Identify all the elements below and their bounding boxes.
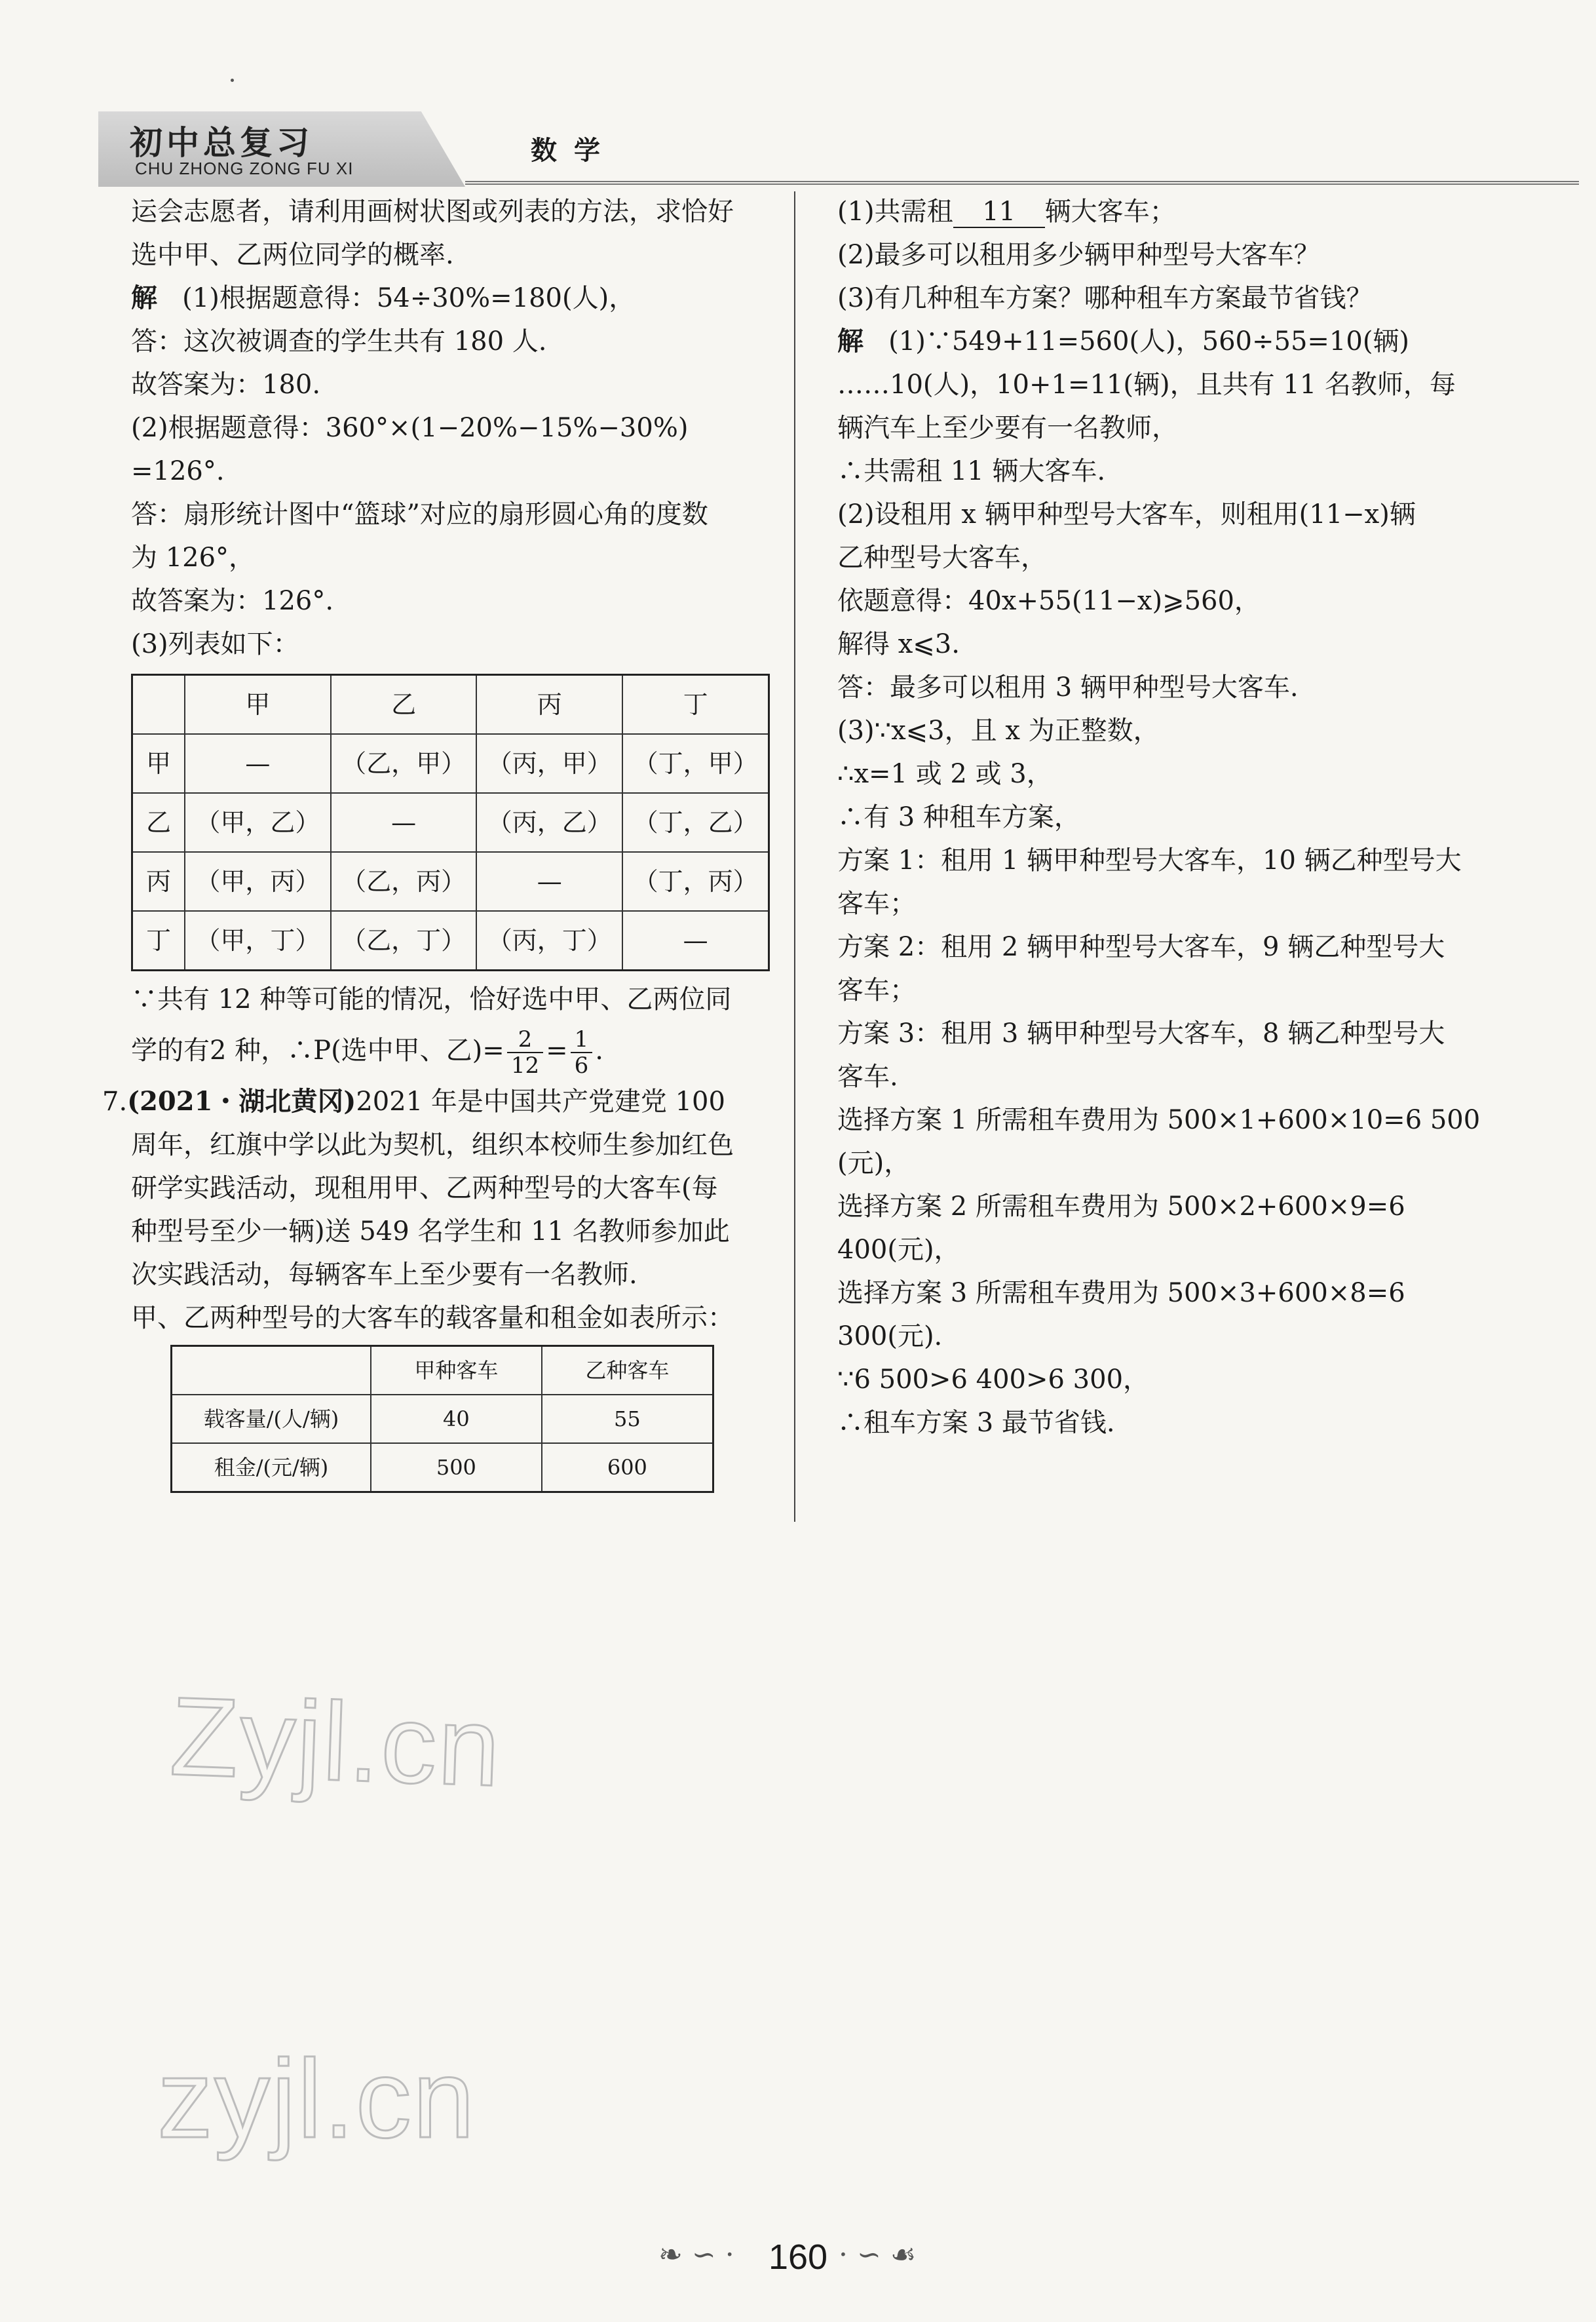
- text-line: (3)有几种租车方案？哪种租车方案最节省钱？: [837, 283, 1373, 313]
- table-cell: 乙: [331, 675, 477, 735]
- table-cell: 载客量/(人/辆): [172, 1395, 371, 1443]
- text-line: 甲、乙两种型号的大客车的载客量和租金如表所示：: [131, 1303, 734, 1333]
- text-line: 乙种型号大客车，: [837, 543, 1047, 573]
- text-line: 客车；: [837, 975, 916, 1005]
- text-line: [837, 320, 1483, 363]
- table-cell: 55: [542, 1395, 713, 1443]
- column-divider: [794, 191, 795, 1522]
- table-cell: （丙，乙）: [476, 793, 622, 852]
- table-cell: 40: [371, 1395, 542, 1443]
- table-cell: —: [185, 734, 331, 793]
- table-cell: （甲，乙）: [185, 793, 331, 852]
- table-cell: 甲: [132, 734, 185, 793]
- text-line: 运会志愿者，请利用画树状图或列表的方法，求恰好: [131, 197, 734, 227]
- left-column: [102, 190, 773, 1493]
- text-span: 学的有2 种，∴P(选中甲、乙)=: [131, 1035, 504, 1066]
- table-cell: —: [622, 911, 769, 971]
- table-header-row: [172, 1346, 713, 1395]
- equals-sign: =: [546, 1035, 568, 1066]
- text-line: 答：扇形统计图中“篮球”对应的扇形圆心角的度数: [131, 499, 708, 530]
- text-line: 周年，红旗中学以此为契机，组织本校师生参加红色: [131, 1130, 734, 1160]
- text-line: (元)，: [837, 1148, 911, 1178]
- table-cell: （丁，甲）: [622, 734, 769, 793]
- page-header: [98, 111, 1474, 187]
- text-line: ∵6 500>6 400>6 300，: [837, 1364, 1150, 1395]
- table-cell: 丁: [622, 675, 769, 735]
- text-line: [102, 1080, 773, 1123]
- table-cell: 乙: [132, 793, 185, 852]
- text-line: 选中甲、乙两位同学的概率.: [131, 240, 454, 270]
- page-footer: [0, 2232, 1596, 2304]
- text-line: (2)根据题意得：360°×(1−20%−15%−30%): [131, 413, 689, 443]
- table-cell: [132, 675, 185, 735]
- table-row: [132, 852, 769, 911]
- text-line: ……10(人)，10+1=11(辆)，且共有 11 名教师，每: [837, 370, 1456, 400]
- text-line: ∴有 3 种租车方案，: [837, 802, 1080, 832]
- text-span: (1)根据题意得：54÷30%=180(人)，: [182, 283, 636, 313]
- text-line: ∵共有 12 种等可能的情况，恰好选中甲、乙两位同: [131, 984, 732, 1015]
- table-row: [172, 1443, 713, 1492]
- table-cell: （乙，丙）: [331, 852, 477, 911]
- header-rule: [465, 181, 1579, 185]
- text-line: (2)设租用 x 辆甲种型号大客车，则租用(11−x)辆: [837, 499, 1416, 530]
- table-cell: （甲，丁）: [185, 911, 331, 971]
- numerator: 2: [507, 1027, 543, 1053]
- bus-info-table: [170, 1345, 714, 1493]
- text-line: 400(元)，: [837, 1235, 960, 1265]
- text-line: 辆汽车上至少要有一名教师，: [837, 413, 1178, 443]
- speck: [231, 79, 234, 82]
- table-cell: 600: [542, 1443, 713, 1492]
- text-line: 客车.: [837, 1062, 898, 1092]
- table-row: [132, 793, 769, 852]
- text-line: 方案 3：租用 3 辆甲种型号大客车，8 辆乙种型号大: [837, 1018, 1445, 1049]
- table-cell: 500: [371, 1443, 542, 1492]
- text-line: 选择方案 3 所需租车费用为 500×3+600×8=6: [837, 1278, 1405, 1308]
- text-line: ∴租车方案 3 最节省钱.: [837, 1408, 1115, 1438]
- watermark: Zyjl.cn: [168, 1674, 504, 1810]
- text-line: ∴共需租 11 辆大客车.: [837, 456, 1106, 486]
- question-number: 7.: [102, 1087, 128, 1117]
- table-cell: （乙，丁）: [331, 911, 477, 971]
- text-line: (3)∵x⩽3，且 x 为正整数，: [837, 716, 1160, 746]
- table-cell: （丁，丙）: [622, 852, 769, 911]
- outcome-table: [131, 674, 770, 971]
- table-cell: （丙，甲）: [476, 734, 622, 793]
- fraction: [507, 1027, 543, 1078]
- text-line: 客车；: [837, 889, 916, 919]
- text-line: [131, 1021, 773, 1080]
- text-line: [131, 277, 773, 320]
- denominator: 6: [574, 1053, 589, 1079]
- text-span: (1)共需租: [837, 197, 953, 227]
- solution-label: 解: [131, 282, 157, 313]
- text-line: 次实践活动，每辆客车上至少要有一名教师.: [131, 1260, 637, 1290]
- table-cell: 丙: [132, 852, 185, 911]
- solution-label: 解: [837, 326, 864, 357]
- text-line: ∴x=1 或 2 或 3，: [837, 759, 1053, 789]
- table-cell: [172, 1346, 371, 1395]
- period: .: [595, 1035, 603, 1066]
- ornament-right-icon: · ∽ ☙: [839, 2238, 917, 2272]
- table-cell: 丁: [132, 911, 185, 971]
- book-title: 初中总复习: [130, 124, 313, 162]
- page-number: 160: [768, 2237, 828, 2277]
- text-line: 方案 2：租用 2 辆甲种型号大客车，9 辆乙种型号大: [837, 932, 1445, 962]
- table-cell: 甲: [185, 675, 331, 735]
- text-line: 故答案为：180.: [131, 370, 321, 400]
- fraction: [571, 1027, 593, 1078]
- ornament-left-icon: ❧ ∽ ·: [658, 2238, 734, 2272]
- table-cell: （丁，乙）: [622, 793, 769, 852]
- text-line: (2)最多可以租用多少辆甲种型号大客车？: [837, 240, 1320, 270]
- text-span: (1)∵549+11=560(人)，560÷55=10(辆): [888, 326, 1410, 357]
- denominator: 12: [510, 1053, 540, 1079]
- text-line: 方案 1：租用 1 辆甲种型号大客车，10 辆乙种型号大: [837, 845, 1462, 876]
- table-cell: 租金/(元/辆): [172, 1443, 371, 1492]
- text-line: 选择方案 2 所需租车费用为 500×2+600×9=6: [837, 1191, 1405, 1222]
- table-cell: （甲，丙）: [185, 852, 331, 911]
- table-cell: —: [476, 852, 622, 911]
- text-line: [837, 190, 1483, 233]
- text-span: 2021 年是中国共产党建党 100: [356, 1087, 725, 1117]
- right-column: [837, 190, 1483, 1444]
- table-row: [132, 734, 769, 793]
- text-line: 依题意得：40x+55(11−x)⩾560，: [837, 586, 1261, 616]
- text-line: 解得 x⩽3.: [837, 629, 960, 659]
- table-header-row: [132, 675, 769, 735]
- text-span: 辆大客车；: [1044, 197, 1176, 227]
- text-line: 选择方案 1 所需租车费用为 500×1+600×10=6 500: [837, 1105, 1481, 1135]
- text-line: 研学实践活动，现租用甲、乙两种型号的大客车(每: [131, 1173, 718, 1203]
- text-line: 种型号至少一辆)送 549 名学生和 11 名教师参加此: [131, 1216, 730, 1247]
- text-line: 答：这次被调查的学生共有 180 人.: [131, 326, 547, 357]
- watermark: zyjl.cn: [157, 2037, 476, 2161]
- table-cell: 甲种客车: [371, 1346, 542, 1395]
- table-cell: （乙，甲）: [331, 734, 477, 793]
- text-line: 故答案为：126°.: [131, 586, 334, 616]
- text-line: 300(元).: [837, 1321, 943, 1351]
- numerator: 1: [571, 1027, 593, 1053]
- answer-blank: 11: [953, 197, 1045, 228]
- question-source: (2021・湖北黄冈): [127, 1086, 356, 1117]
- text-line: 答：最多可以租用 3 辆甲种型号大客车.: [837, 672, 1299, 703]
- text-line: =126°.: [131, 456, 225, 486]
- book-title-pinyin: CHU ZHONG ZONG FU XI: [135, 159, 354, 178]
- text-line: 为 126°，: [131, 543, 256, 573]
- table-cell: 丙: [476, 675, 622, 735]
- table-row: [172, 1395, 713, 1443]
- table-row: [132, 911, 769, 971]
- text-line: (3)列表如下：: [131, 629, 299, 659]
- table-cell: （丙，丁）: [476, 911, 622, 971]
- table-cell: 乙种客车: [542, 1346, 713, 1395]
- table-cell: —: [331, 793, 477, 852]
- subject-label: 数学: [531, 136, 617, 166]
